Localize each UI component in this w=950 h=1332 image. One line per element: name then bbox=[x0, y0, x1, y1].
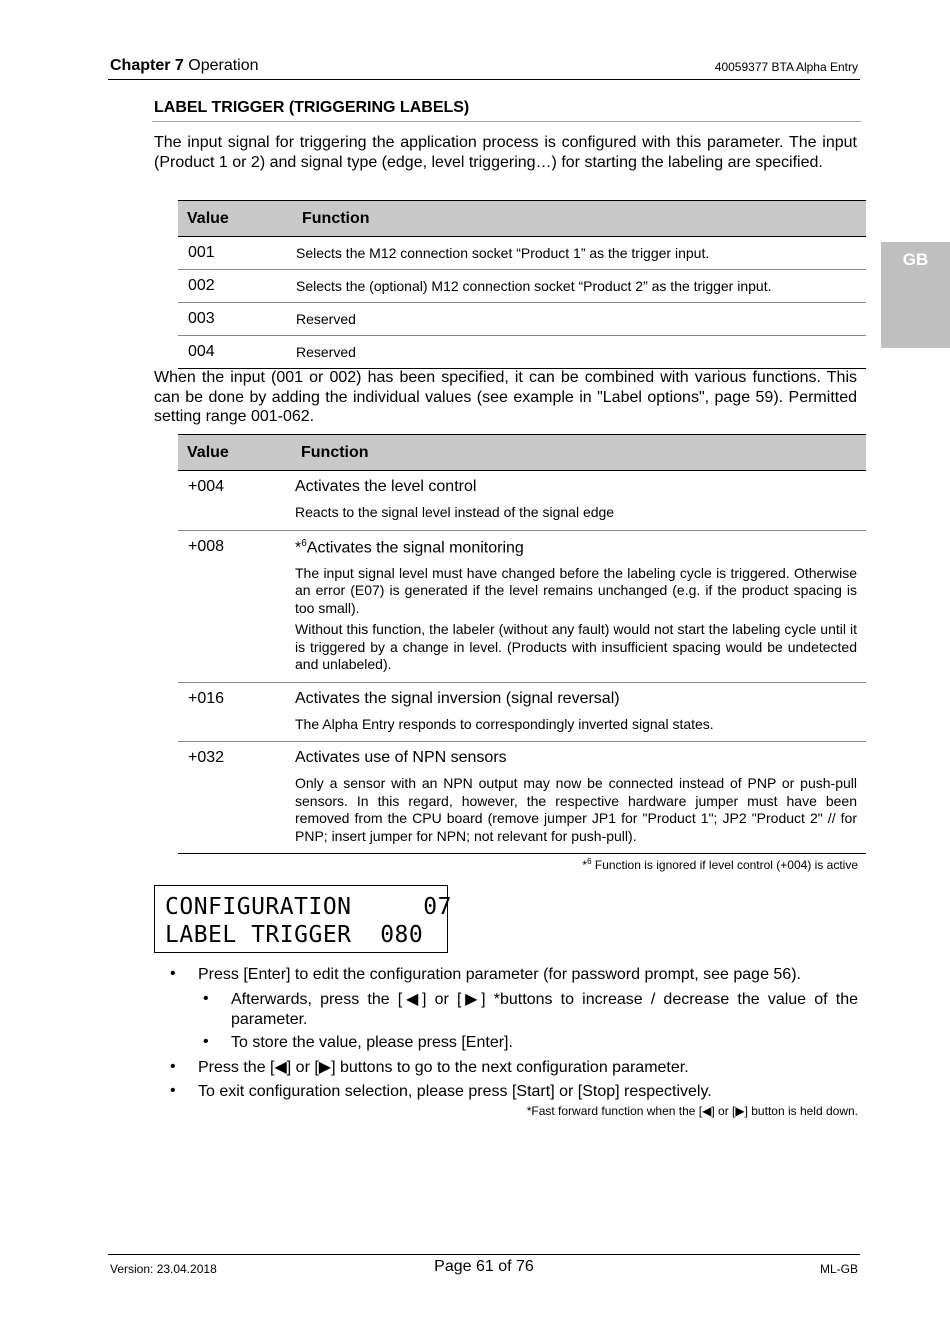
trigger-input-table bbox=[178, 200, 866, 369]
document-reference: 40059377 BTA Alpha Entry bbox=[714, 60, 858, 74]
footnote-number: 6 bbox=[301, 537, 307, 549]
section-title: LABEL TRIGGER (TRIGGERING LABELS) bbox=[154, 99, 470, 116]
fast-forward-note: *Fast forward function when the [◀] or [▶] button is held down. bbox=[526, 1104, 858, 1118]
chapter-number: Chapter 7 bbox=[110, 57, 184, 74]
row-function: Selects the M12 connection socket “Product 1” as the trigger input. bbox=[296, 237, 866, 270]
table-row bbox=[178, 471, 866, 531]
list-item: Afterwards, press the [◀] or [▶] *buttons to increase / decrease the value of the parameter. bbox=[231, 991, 858, 1028]
footnote-marker: * bbox=[582, 858, 588, 872]
column-header-value: Value bbox=[178, 201, 296, 237]
function-description: Only a sensor with an NPN output may now be connected instead of PNP or push-pull sensors. In this regard, however, the respective hardware jumper must have been removed from the CPU board (remove jumper JP1 for "Product 1"; JP2 "Product 2" // for PNP; insert jumper for NPN; not relevant for push-pull). bbox=[295, 775, 857, 844]
chapter-title: Operation bbox=[183, 57, 259, 74]
function-title-text: Activates the signal monitoring bbox=[306, 538, 524, 556]
header-divider bbox=[108, 79, 860, 80]
column-header-value: Value bbox=[178, 435, 295, 471]
row-function bbox=[295, 742, 866, 854]
column-header-function: Function bbox=[296, 201, 866, 237]
bullet-marker: • bbox=[170, 965, 176, 982]
bullet-marker: • bbox=[203, 1033, 209, 1050]
version-label: Version: 23.04.2018 bbox=[110, 1262, 217, 1276]
row-value: 004 bbox=[178, 336, 296, 369]
function-description: The Alpha Entry responds to correspondingly inverted signal states. bbox=[295, 715, 714, 732]
table-footnote bbox=[582, 857, 858, 872]
row-function bbox=[295, 471, 866, 531]
table-row bbox=[178, 270, 866, 303]
footnote-marker: * bbox=[295, 538, 302, 556]
list-item: Press the [◀] or [▶] buttons to go to the next configuration parameter. bbox=[198, 1059, 689, 1076]
function-title bbox=[295, 538, 857, 557]
column-header-function: Function bbox=[295, 435, 866, 471]
page-number: Page 61 of 76 bbox=[434, 1258, 534, 1275]
list-item: To exit configuration selection, please press [Start] or [Stop] respectively. bbox=[198, 1083, 712, 1100]
table-row bbox=[178, 336, 866, 369]
row-value: +004 bbox=[178, 471, 295, 531]
intro-paragraph: The input signal for triggering the application process is configured with this parameter. The input (Product 1 or 2) and signal type (edge, level triggering…) for starting the labeling are specified. bbox=[154, 134, 857, 171]
function-description: The input signal level must have changed before the labeling cycle is triggered. Otherwise an error (E07) is generated if the level remains unchanged (e.g. if the product spacing is too small). bbox=[295, 564, 857, 616]
row-value: +032 bbox=[178, 742, 295, 854]
row-value: 001 bbox=[178, 237, 296, 270]
lcd-display bbox=[154, 885, 452, 953]
table-row bbox=[178, 530, 866, 682]
language-tab bbox=[881, 242, 950, 348]
chapter-heading bbox=[110, 57, 259, 75]
row-function bbox=[295, 530, 866, 682]
language-code: ML-GB bbox=[819, 1262, 858, 1276]
combination-paragraph: When the input (001 or 002) has been specified, it can be combined with various functions. This can be done by adding the individual values (see example in "Label options", page 59). Permitted setting range 001-062. bbox=[154, 369, 857, 425]
table-row bbox=[178, 742, 866, 854]
function-options-table bbox=[178, 434, 866, 854]
table-row bbox=[178, 682, 866, 742]
lcd-line-1: CONFIGURATION 07 bbox=[165, 894, 452, 920]
row-value: 002 bbox=[178, 270, 296, 303]
function-title: Activates use of NPN sensors bbox=[295, 749, 507, 767]
row-value: 003 bbox=[178, 303, 296, 336]
lcd-line-2: LABEL TRIGGER 080 bbox=[165, 922, 424, 948]
bullet-marker: • bbox=[203, 990, 209, 1007]
row-function: Reserved bbox=[296, 303, 866, 336]
function-title: Activates the signal inversion (signal reversal) bbox=[295, 689, 620, 707]
function-title: Activates the level control bbox=[295, 478, 477, 495]
list-item: Press [Enter] to edit the configuration parameter (for password prompt, see page 56). bbox=[198, 966, 801, 983]
footnote-number: 6 bbox=[587, 857, 592, 866]
language-tab-label: GB bbox=[902, 250, 929, 269]
row-value: +008 bbox=[178, 530, 295, 682]
function-description: Without this function, the labeler (without any fault) would not start the labeling cycle until it is triggered by a change in level. (Products with insufficient spacing would be undetected and unlabeled). bbox=[295, 621, 857, 673]
function-description: Reacts to the signal level instead of the signal edge bbox=[295, 504, 615, 520]
table-row bbox=[178, 237, 866, 270]
section-divider bbox=[152, 121, 861, 122]
list-item: To store the value, please press [Enter]. bbox=[231, 1034, 513, 1051]
row-function: Selects the (optional) M12 connection socket “Product 2” as the trigger input. bbox=[296, 270, 866, 303]
row-function bbox=[295, 682, 866, 742]
row-function: Reserved bbox=[296, 336, 866, 369]
bullet-marker: • bbox=[170, 1058, 176, 1075]
footnote-text: Function is ignored if level control (+004) is active bbox=[591, 858, 858, 872]
table-row bbox=[178, 303, 866, 336]
footer-divider bbox=[108, 1254, 860, 1255]
bullet-marker: • bbox=[170, 1082, 176, 1099]
row-value: +016 bbox=[178, 682, 295, 742]
table-header-row bbox=[178, 435, 866, 471]
table-header-row bbox=[178, 201, 866, 237]
